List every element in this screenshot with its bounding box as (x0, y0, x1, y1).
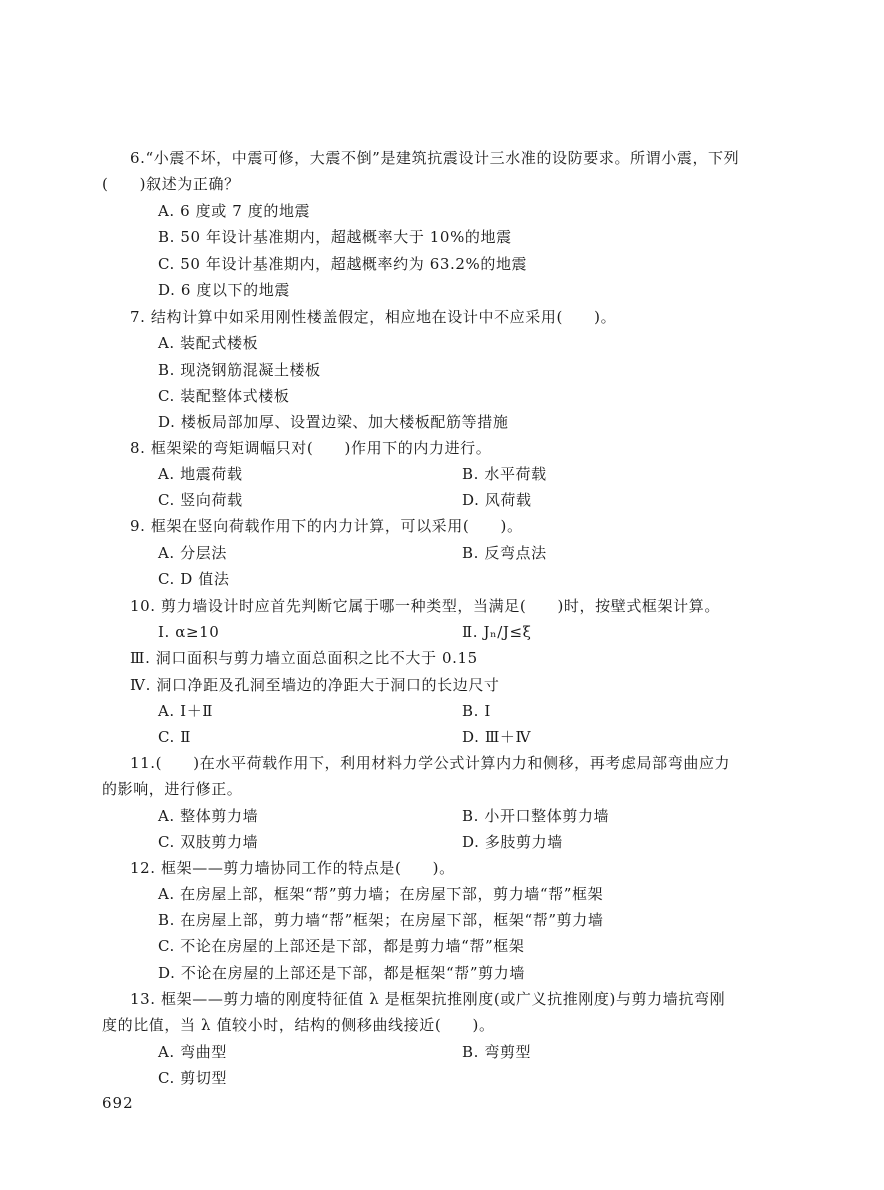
q10-option-b: B. Ⅰ (462, 702, 491, 720)
q13-stem-line2: 度的比值，当 λ 值较小时，结构的侧移曲线接近( )。 (102, 1016, 495, 1034)
q6-option-b: B. 50 年设计基准期内，超越概率大于 10%的地震 (158, 228, 512, 246)
q7-option-a: A. 装配式楼板 (158, 334, 259, 352)
q9-option-b: B. 反弯点法 (462, 544, 547, 562)
q6-stem-line1: 6.“小震不坏，中震可修，大震不倒”是建筑抗震设计三水准的设防要求。所谓小震，下列 (130, 149, 740, 167)
q6-stem-line2: ( )叙述为正确？ (102, 175, 240, 193)
q10-condition-iii: Ⅲ. 洞口面积与剪力墙立面总面积之比不大于 0.15 (130, 649, 478, 667)
q12-option-b: B. 在房屋上部，剪力墙“帮”框架；在房屋下部，框架“帮”剪力墙 (158, 911, 604, 929)
q10-stem: 10. 剪力墙设计时应首先判断它属于哪一种类型，当满足( )时，按壁式框架计算。 (130, 597, 720, 615)
q9-option-a: A. 分层法 (158, 544, 227, 562)
page-number: 692 (102, 1094, 134, 1112)
q9-option-c: C. D 值法 (158, 570, 230, 588)
q12-stem: 12. 框架——剪力墙协同工作的特点是( )。 (130, 859, 455, 877)
q7-stem: 7. 结构计算中如采用刚性楼盖假定，相应地在设计中不应采用( )。 (130, 308, 617, 326)
q8-option-d: D. 风荷载 (462, 491, 532, 509)
q11-option-d: D. 多肢剪力墙 (462, 833, 563, 851)
q8-stem: 8. 框架梁的弯矩调幅只对( )作用下的内力进行。 (130, 439, 492, 457)
q13-option-c: C. 剪切型 (158, 1069, 228, 1087)
q10-condition-i: Ⅰ. α≥10 (158, 623, 220, 641)
q7-option-d: D. 楼板局部加厚、设置边梁、加大楼板配筋等措施 (158, 413, 509, 431)
q7-option-c: C. 装配整体式楼板 (158, 387, 290, 405)
q12-option-c: C. 不论在房屋的上部还是下部，都是剪力墙“帮”框架 (158, 937, 525, 955)
q13-stem-line1: 13. 框架——剪力墙的刚度特征值 λ 是框架抗推刚度(或广义抗推刚度)与剪力墙抗弯刚 (130, 990, 726, 1008)
q8-option-c: C. 竖向荷载 (158, 491, 243, 509)
q9-stem: 9. 框架在竖向荷载作用下的内力计算，可以采用( )。 (130, 517, 523, 535)
q11-option-c: C. 双肢剪力墙 (158, 833, 259, 851)
q11-stem-line2: 的影响，进行修正。 (102, 780, 243, 798)
q8-option-b: B. 水平荷载 (462, 465, 547, 483)
q6-option-a: A. 6 度或 7 度的地震 (158, 202, 311, 220)
q12-option-a: A. 在房屋上部，框架“帮”剪力墙；在房屋下部，剪力墙“帮”框架 (158, 885, 604, 903)
q11-option-a: A. 整体剪力墙 (158, 807, 259, 825)
q6-option-d: D. 6 度以下的地震 (158, 281, 290, 299)
q10-condition-iv: Ⅳ. 洞口净距及孔洞至墙边的净距大于洞口的长边尺寸 (130, 676, 500, 694)
q11-option-b: B. 小开口整体剪力墙 (462, 807, 610, 825)
q7-option-b: B. 现浇钢筋混凝土楼板 (158, 361, 321, 379)
q10-condition-ii: Ⅱ. Jₙ/J≤ξ (462, 623, 532, 641)
q12-option-d: D. 不论在房屋的上部还是下部，都是框架“帮”剪力墙 (158, 964, 525, 982)
q10-option-a: A. Ⅰ＋Ⅱ (158, 702, 214, 720)
q10-option-c: C. Ⅱ (158, 728, 192, 746)
q6-option-c: C. 50 年设计基准期内，超越概率约为 63.2%的地震 (158, 255, 528, 273)
q13-option-b: B. 弯剪型 (462, 1043, 532, 1061)
q11-stem-line1: 11.( )在水平荷载作用下，利用材料力学公式计算内力和侧移，再考虑局部弯曲应力 (130, 754, 731, 772)
q8-option-a: A. 地震荷载 (158, 465, 243, 483)
q13-option-a: A. 弯曲型 (158, 1043, 227, 1061)
q10-option-d: D. Ⅲ＋Ⅳ (462, 728, 532, 746)
